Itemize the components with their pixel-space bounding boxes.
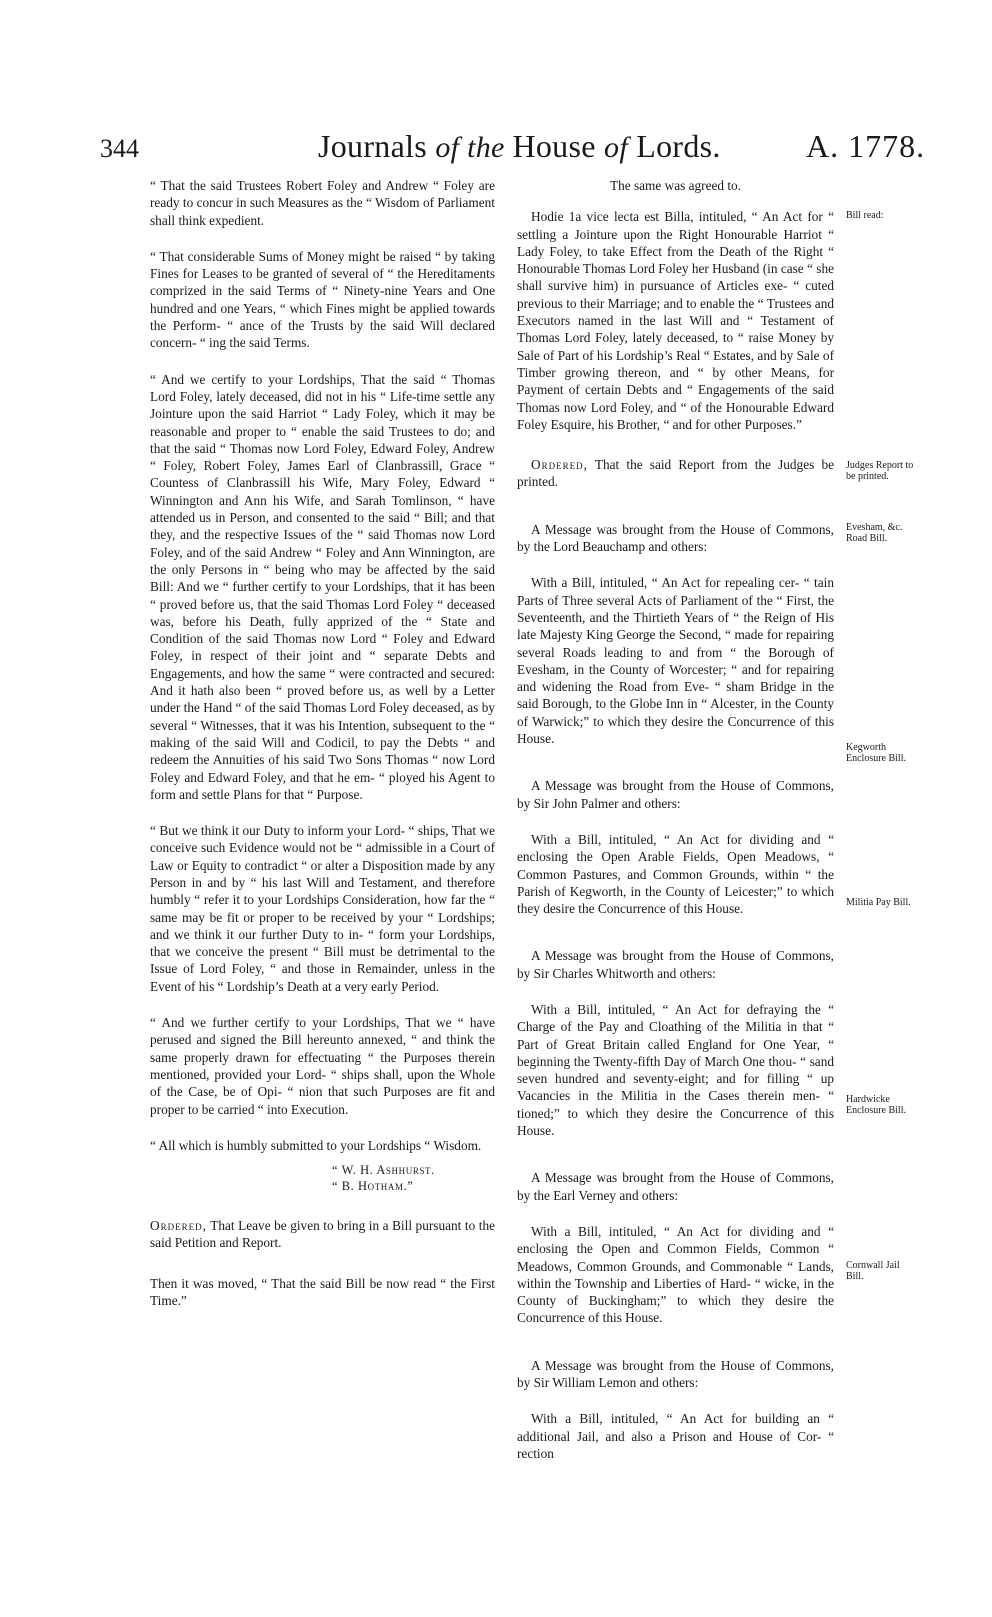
left-para-4: “ But we think it our Duty to inform your Lord- “ ships, That we conceive such Evidence would not be “ admissible in a Court of Law or Equity to contradict “ or alter a Disposition made by any Person in and by “ his last Will and Testament, and therefore humbly “ refer it to your Lordships Consideration, how far the “ same may be fit or proper to be received by your “ Lordships; and we think it our further Duty to in- “ form your Lordships, that we conceive the present “ Bill must be detrimental to the Issue of Lord Foley, “ and those in Remainder, unless in the Event of his “ Lordship’s Death at a very early Period. [150,823,495,994]
left-moved-para: Then it was moved, “ That the said Bill be now read “ the First Time.” [150,1275,495,1309]
margin-note-cornwall: Cornwall Jail Bill. [846,1260,900,1282]
right-column [517,177,834,1462]
left-para-3: “ And we certify to your Lordships, That the said “ Thomas Lord Foley, lately deceased, did not in his “ Life-time settle any Jointure upon the said Harriot “ Lady Foley, which it may be reasonable and proper to “ enable the said Trustees to do; and that the said “ Thomas now Lord Foley, Edward Foley, Andrew “ Foley, Robert Foley, James Earl of Clanbrassill, Grace “ Countess of Clanbrassill his Wife, Mary Foley, Edward “ Winnington and Ann his Wife, and Sarah Tomlinson, “ have attended us in Person, and consented to the said “ Bill; and that they, and the respective Issues of the “ said Thomas now Lord Foley, and of the said Andrew “ Foley and Ann Winnington, are the only Persons in “ being who may be affected by the said Bill: And we “ further certify to your Lordships, that it has been “ proved before us, that the said Thomas Lord Foley “ deceased was, before his Death, fully apprized of the “ State and Condition of the said Thomas now Lord “ Foley and Edward Foley, in respect of their joint and “ separate Debts and Engagements, and how the same “ were contracted and secured: And it hath also been “ proved before us, as well by a Letter under the Hand “ of the said Thomas Lord Foley deceased, as by several “ Witnesses, that it was his Intention, subsequent to the “ making of the said Will and Codicil, to pay the Debts “ and redeem the Annuities of his said Two Sons Thomas “ now Lord Foley and Edward Foley, and that he em- “ ployed his Agent to form and settle Plans for that “ Purpose. [150,371,495,802]
title-lords: Lords. [627,128,721,164]
margin-note-bill-read: Bill read: [846,210,884,221]
margin-note-hardwicke: Hardwicke Enclosure Bill. [846,1094,906,1116]
message-militia: A Message was brought from the House of Commons, by Sir Charles Whitworth and others: [517,948,834,981]
title-house: House [512,128,605,164]
ordered-text: That the said Report from the Judges be printed. [517,457,834,490]
running-title [318,128,721,165]
title-journals: Journals [318,128,436,164]
bill-cornwall: With a Bill, intituled, “ An Act for building an “ additional Jail, and also a Prison and House of Cor- “ rection [517,1411,834,1461]
left-para-6: “ All which is humbly submitted to your Lordships “ Wisdom. [150,1137,482,1153]
message-kegworth: A Message was brought from the House of Commons, by Sir John Palmer and others: [517,778,834,811]
margin-note-judges-report: Judges Report to be printed. [846,460,914,482]
margin-note-evesham: Evesham, &c. Road Bill. [846,522,903,544]
margin-note-kegworth: Kegworth Enclosure Bill. [846,742,906,764]
bill-militia: With a Bill, intituled, “ An Act for defraying the “ Charge of the Pay and Cloathing of the Militia in that “ Part of Great Britain called England for One Year, “ beginning the Twenty-fifth Day of March One thou- “ sand seven hundred and seventy-eight; and for filling “ up Vacancies in the Militia in the Cases therein men- “ tioned;” to which they desire the Concurrence of this House. [517,1001,834,1139]
signature-hotham: “ B. Hotham.” [332,1179,414,1194]
title-of-2: of [604,131,628,164]
left-para-5: “ And we further certify to your Lordships, That we “ have perused and signed the Bill hereunto annexed, “ and think the same properly drawn for effectuating “ the Purposes therein mentioned, provided your Lord- “ ships shall, upon the Whole of the Case, be of Opi- “ nion that such Purposes are fit and proper to be carried “ into Execution. [150,1015,495,1117]
page-number: 344 [100,134,139,163]
margin-note-militia: Militia Pay Bill. [846,897,911,908]
bill-read-para: Hodie 1a vice lecta est Billa, intituled, “ An Act for “ settling a Jointure upon the Right Honourable Harriot “ Lady Foley, to take Effect from the Death of the Right “ Honourable Thomas Lord Foley her Husband (in case “ she shall survive him) in pursuance of Articles exe- “ cuted previous to their Marriage; and to enable the “ Trustees and Executors named in the last Will and “ Testament of Thomas Lord Foley, lately deceased, to “ raise Money by Sale of Part of his Lordship’s Real “ Estates, and by Sale of Timber growing thereon, and “ by other Means, for Payment of certain Debts and “ Engagements of the said Thomas now Lord Foley, and “ of the Honourable Edward Foley Esquire, his Brother, “ and for other Purposes.” [517,209,834,432]
bill-hardwicke: With a Bill, intituled, “ An Act for dividing and “ enclosing the Open and Common Fields, Common “ Meadows, Common Grounds, and Commonable “ Lands, within the Township and Liberties of Hard- “ wicke, in the County of Buckingham;” to which they desire the Concurrence of this House. [517,1223,834,1326]
signature-ashhurst: “ W. H. Ashhurst. [332,1163,435,1178]
ordered-text: That Leave be given to bring in a Bill pursuant to the said Petition and Report. [150,1218,495,1251]
agreed-line: The same was agreed to. [609,178,742,193]
year-heading: A. 1778. [806,128,926,164]
left-ordered-para [150,1217,495,1252]
ordered-label: Ordered, [531,457,588,473]
title-of-1: of [435,131,460,164]
message-hardwicke: A Message was brought from the House of Commons, by the Earl Verney and others: [517,1170,834,1203]
right-ordered-para [517,456,834,491]
message-cornwall: A Message was brought from the House of Commons, by Sir William Lemon and others: [517,1357,834,1391]
left-column [150,177,495,1309]
ordered-label: Ordered, [150,1218,207,1234]
title-the: the [459,131,513,164]
message-evesham: A Message was brought from the House of Commons, by the Lord Beauchamp and others: [517,521,834,555]
left-para-2: “ That considerable Sums of Money might be raised “ by taking Fines for Leases to be granted of several of “ the Hereditaments comprized in the said Terms of “ Ninety-nine Years and One hundred and one Years, “ which Fines might be applied towards the Perform- “ ance of the Trusts by the said Will declared concern- “ ing the said Terms. [150,248,495,351]
left-para-1: “ That the said Trustees Robert Foley and Andrew “ Foley are ready to concur in such Measures as the “ Wisdom of Parliament shall think expedient. [150,178,495,228]
bill-evesham: With a Bill, intituled, “ An Act for repealing cer- “ tain Parts of Three several Acts of Parliament of the “ First, the Seventeenth, and the Thirtieth Years of “ the Reign of His late Majesty King George the Second, “ made for repairing several Roads leading to and from “ the Borough of Evesham, in the County of Worcester; “ and for repairing and widening the Road from Eve- “ sham Bridge in the said Borough, to the Globe Inn in “ Alcester, in the County of Warwick;” to which they desire the Concurrence of this House. [517,575,834,747]
bill-kegworth: With a Bill, intituled, “ An Act for dividing and “ enclosing the Open Arable Fields, Open Meadows, “ Common Pastures, and Common Grounds, within “ the Parish of Kegworth, in the County of Leicester;” to which they desire the Concurrence of this House. [517,831,834,917]
